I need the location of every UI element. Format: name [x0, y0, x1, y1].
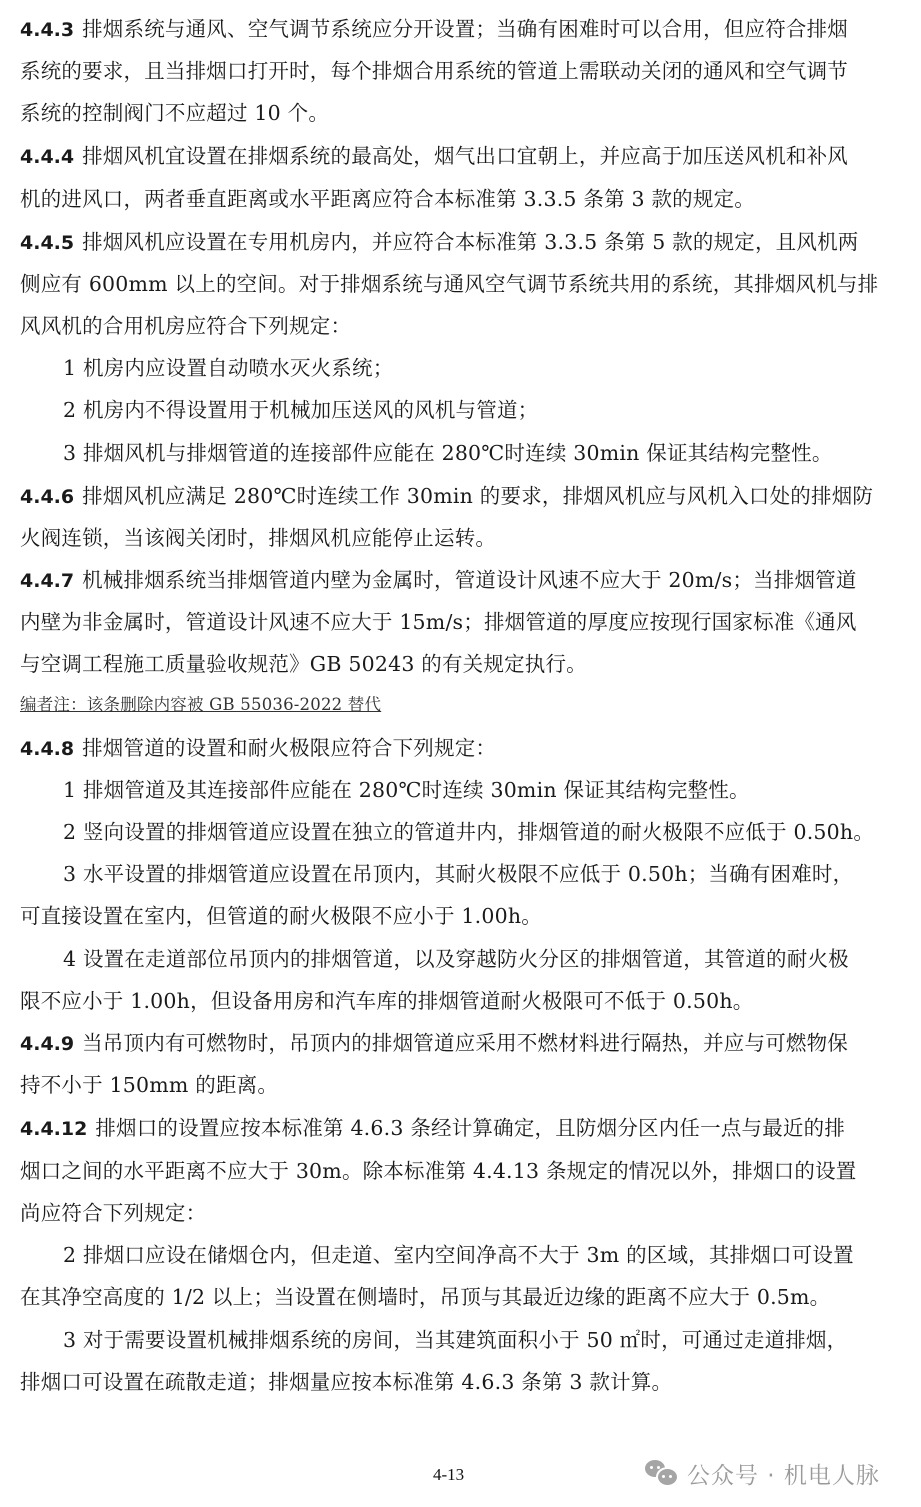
clause-number: 4.4.12 [20, 1118, 88, 1140]
clause-4-4-6-line-1 [20, 481, 900, 512]
clause-4-4-5-item-3: 3 排烟风机与排烟管道的连接部件应能在 280℃时连续 30min 保证其结构完整性。 [63, 441, 833, 465]
clause-number: 4.4.3 [20, 19, 75, 41]
clause-4-4-12-line-3: 尚应符合下列规定： [20, 1201, 207, 1225]
clause-4-4-9-line-2: 持不小于 150mm 的距离。 [20, 1073, 279, 1097]
clause-4-4-8-item-1: 1 排烟管道及其连接部件应能在 280℃时连续 30min 保证其结构完整性。 [63, 778, 750, 802]
clause-number: 4.4.5 [20, 232, 75, 254]
clause-4-4-9-line-1 [20, 1028, 900, 1059]
clause-4-4-8-line-1 [20, 733, 900, 764]
clause-4-4-12-item-3: 3 对于需要设置机械排烟系统的房间，当其建筑面积小于 50 ㎡时，可通过走道排烟， [63, 1328, 848, 1352]
clause-4-4-4-line-2: 机的进风口，两者垂直距离或水平距离应符合本标准第 3.3.5 条第 3 款的规定。 [20, 187, 755, 211]
clause-number: 4.4.6 [20, 486, 75, 508]
wechat-icon [645, 1458, 679, 1488]
line-text: 当吊顶内有可燃物时，吊顶内的排烟管道应采用不燃材料进行隔热，并应与可燃物保 [82, 1031, 849, 1055]
editor-note: 编者注：该条删除内容被 GB 55036-2022 替代 [20, 695, 382, 714]
clause-4-4-8-item-4-cont: 限不应小于 1.00h，但设备用房和汽车库的排烟管道耐火极限可不低于 0.50h。 [20, 989, 754, 1013]
line-text: 排烟口的设置应按本标准第 4.6.3 条经计算确定，且防烟分区内任一点与最近的排 [95, 1116, 846, 1140]
clause-4-4-7-line-3: 与空调工程施工质量验收规范》GB 50243 的有关规定执行。 [20, 652, 587, 676]
clause-number: 4.4.9 [20, 1033, 75, 1055]
clause-4-4-8-item-3: 3 水平设置的排烟管道应设置在吊顶内，其耐火极限不应低于 0.50h；当确有困难时， [63, 862, 854, 886]
clause-4-4-6-line-2: 火阀连锁，当该阀关闭时，排烟风机应能停止运转。 [20, 526, 497, 550]
clause-4-4-4-line-1 [20, 141, 900, 172]
page-number: 4-13 [433, 1465, 465, 1484]
line-text: 排烟管道的设置和耐火极限应符合下列规定： [82, 736, 497, 760]
clause-4-4-12-line-1 [20, 1113, 900, 1144]
clause-4-4-3-line-2: 系统的要求，且当排烟口打开时，每个排烟合用系统的管道上需联动关闭的通风和空气调节 [20, 59, 848, 83]
clause-number: 4.4.7 [20, 570, 75, 592]
watermark-text: 公众号 · 机电人脉 [687, 1462, 880, 1489]
line-text: 排烟风机宜设置在排烟系统的最高处，烟气出口宜朝上，并应高于加压送风机和补风 [82, 144, 849, 168]
line-text: 排烟系统与通风、空气调节系统应分开设置；当确有困难时可以合用，但应符合排烟 [82, 17, 849, 41]
clause-4-4-7-line-1 [20, 565, 900, 596]
line-text: 排烟风机应满足 280℃时连续工作 30min 的要求，排烟风机应与风机入口处的排烟防 [82, 484, 874, 508]
clause-4-4-12-item-2: 2 排烟口应设在储烟仓内，但走道、室内空间净高不大于 3m 的区域，其排烟口可设置 [63, 1243, 854, 1267]
clause-4-4-7-line-2: 内壁为非金属时，管道设计风速不应大于 15m/s；排烟管道的厚度应按现行国家标准《通风 [20, 610, 857, 634]
clause-4-4-3-line-1 [20, 14, 900, 45]
clause-4-4-5-line-3: 风风机的合用机房应符合下列规定： [20, 314, 352, 338]
clause-4-4-12-item-3-cont: 排烟口可设置在疏散走道；排烟量应按本标准第 4.6.3 条第 3 款计算。 [20, 1370, 673, 1394]
clause-4-4-8-item-4: 4 设置在走道部位吊顶内的排烟管道，以及穿越防火分区的排烟管道，其管道的耐火极 [63, 947, 849, 971]
clause-4-4-5-item-1: 1 机房内应设置自动喷水灭火系统； [63, 356, 394, 380]
line-text: 排烟风机应设置在专用机房内，并应符合本标准第 3.3.5 条第 5 款的规定，且风机两 [82, 230, 859, 254]
clause-4-4-5-line-2: 侧应有 600mm 以上的空间。对于排烟系统与通风空气调节系统共用的系统，其排烟风机与排 [20, 272, 879, 296]
clause-4-4-8-item-3-cont: 可直接设置在室内，但管道的耐火极限不应小于 1.00h。 [20, 904, 542, 928]
clause-4-4-12-item-2-cont: 在其净空高度的 1/2 以上；当设置在侧墙时，吊顶与其最近边缘的距离不应大于 0.5m。 [20, 1285, 831, 1309]
watermark [645, 1455, 880, 1491]
clause-4-4-3-line-3: 系统的控制阀门不应超过 10 个。 [20, 101, 330, 125]
clause-4-4-5-line-1 [20, 227, 900, 258]
clause-number: 4.4.8 [20, 738, 75, 760]
line-text: 机械排烟系统当排烟管道内壁为金属时，管道设计风速不应大于 20m/s；当排烟管道 [82, 568, 857, 592]
clause-4-4-5-item-2: 2 机房内不得设置用于机械加压送风的风机与管道； [63, 398, 539, 422]
clause-4-4-12-line-2: 烟口之间的水平距离不应大于 30m。除本标准第 4.4.13 条规定的情况以外，排烟口的设置 [20, 1159, 857, 1183]
clause-4-4-8-item-2: 2 竖向设置的排烟管道应设置在独立的管道井内，排烟管道的耐火极限不应低于 0.50h。 [63, 820, 875, 844]
clause-number: 4.4.4 [20, 146, 75, 168]
